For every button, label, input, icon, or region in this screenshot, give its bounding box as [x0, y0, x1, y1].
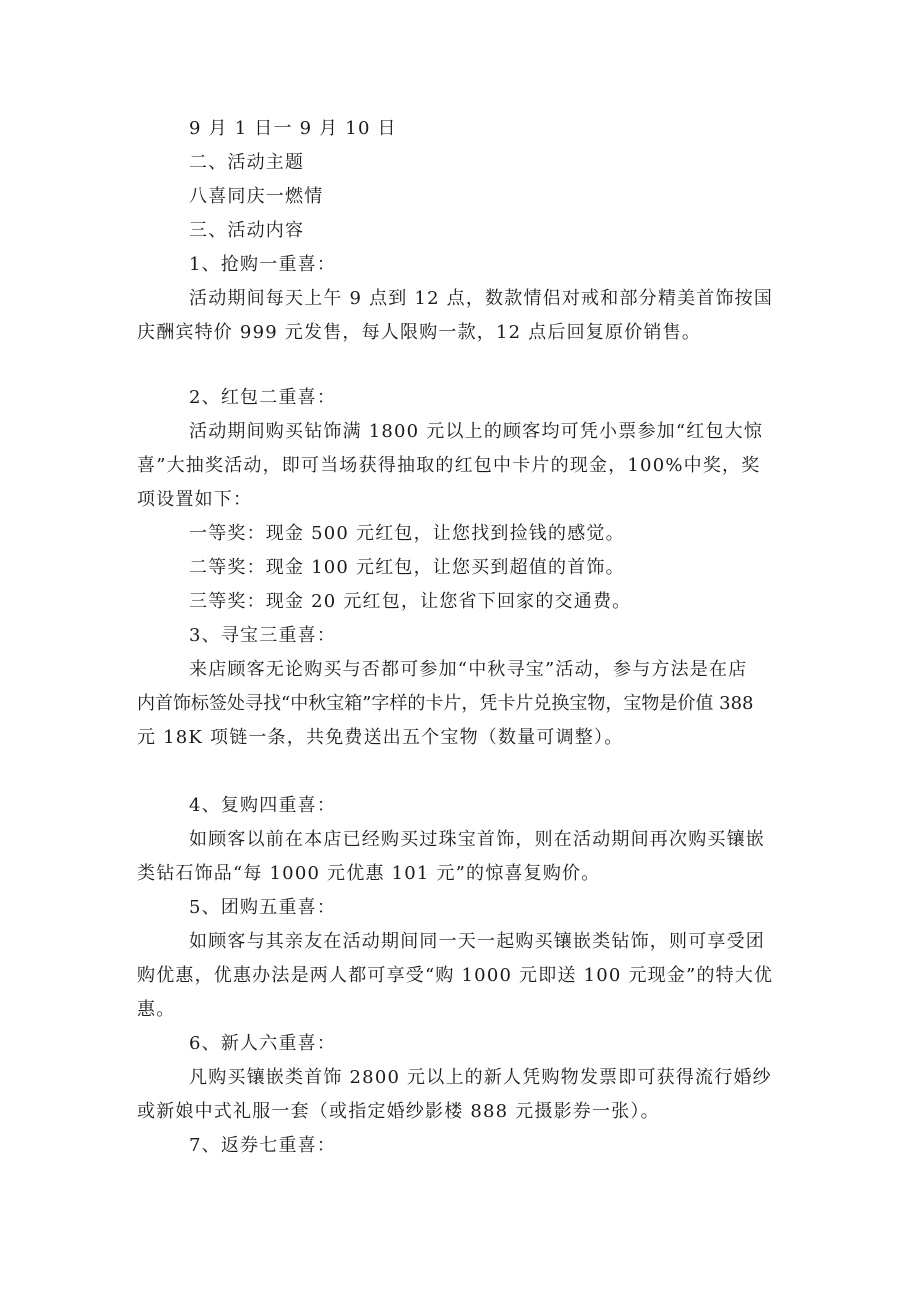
paragraph-line: 如顾客与其亲友在活动期间同一天一起购买镶嵌类钻饰，则可享受团 [189, 931, 765, 952]
prize-line-second: 二等奖：现金 100 元红包，让您买到超值的首饰。 [189, 557, 625, 578]
item-heading-2: 2、红包二重喜： [189, 387, 337, 408]
paragraph-line: 如顾客以前在本店已经购买过珠宝首饰，则在活动期间再次购买镶嵌 [189, 829, 765, 850]
paragraph-line: 类钻石饰品“每 1000 元优惠 101 元”的惊喜复购价。 [137, 863, 601, 884]
paragraph-line: 庆酬宾特价 999 元发售，每人限购一款，12 点后回复原价销售。 [137, 322, 702, 343]
section-heading-content: 三、活动内容 [189, 220, 305, 241]
theme-text: 八喜同庆一燃情 [189, 186, 324, 207]
paragraph-line: 项设置如下： [137, 489, 253, 510]
item-heading-6: 6、新人六重喜： [189, 1033, 337, 1054]
item-heading-3: 3、寻宝三重喜： [189, 625, 337, 646]
item-heading-7: 7、返券七重喜： [189, 1135, 337, 1156]
item-heading-1: 1、抢购一重喜： [189, 254, 337, 275]
prize-line-first: 一等奖：现金 500 元红包，让您找到捡钱的感觉。 [189, 523, 625, 544]
paragraph-line: 凡购买镶嵌类首饰 2800 元以上的新人凭购物发票即可获得流行婚纱 [189, 1067, 772, 1088]
paragraph-line: 活动期间购买钻饰满 1800 元以上的顾客均可凭小票参加“红包大惊 [189, 421, 764, 442]
paragraph-line: 惠。 [137, 999, 176, 1020]
date-range-line: 9 月 1 日一 9 月 10 日 [189, 118, 397, 139]
prize-line-third: 三等奖：现金 20 元红包，让您省下回家的交通费。 [189, 591, 632, 612]
paragraph-line: 来店顾客无论购买与否都可参加“中秋寻宝”活动，参与方法是在店 [189, 659, 748, 680]
item-heading-5: 5、团购五重喜： [189, 897, 337, 918]
paragraph-line: 活动期间每天上午 9 点到 12 点，数款情侣对戒和部分精美首饰按国 [189, 288, 774, 309]
item-heading-4: 4、复购四重喜： [189, 795, 337, 816]
paragraph-line: 购优惠，优惠办法是两人都可享受“购 1000 元即送 100 元现金”的特大优 [137, 965, 774, 986]
paragraph-line: 元 18K 项链一条，共免费送出五个宝物（数量可调整）。 [137, 727, 624, 748]
section-heading-theme: 二、活动主题 [189, 152, 305, 173]
paragraph-line: 喜”大抽奖活动，即可当场获得抽取的红包中卡片的现金，100%中奖，奖 [137, 455, 761, 476]
paragraph-line: 内首饰标签处寻找“中秋宝箱”字样的卡片，凭卡片兑换宝物，宝物是价值 388 [137, 693, 754, 714]
paragraph-line: 或新娘中式礼服一套（或指定婚纱影楼 888 元摄影券一张）。 [137, 1101, 660, 1122]
